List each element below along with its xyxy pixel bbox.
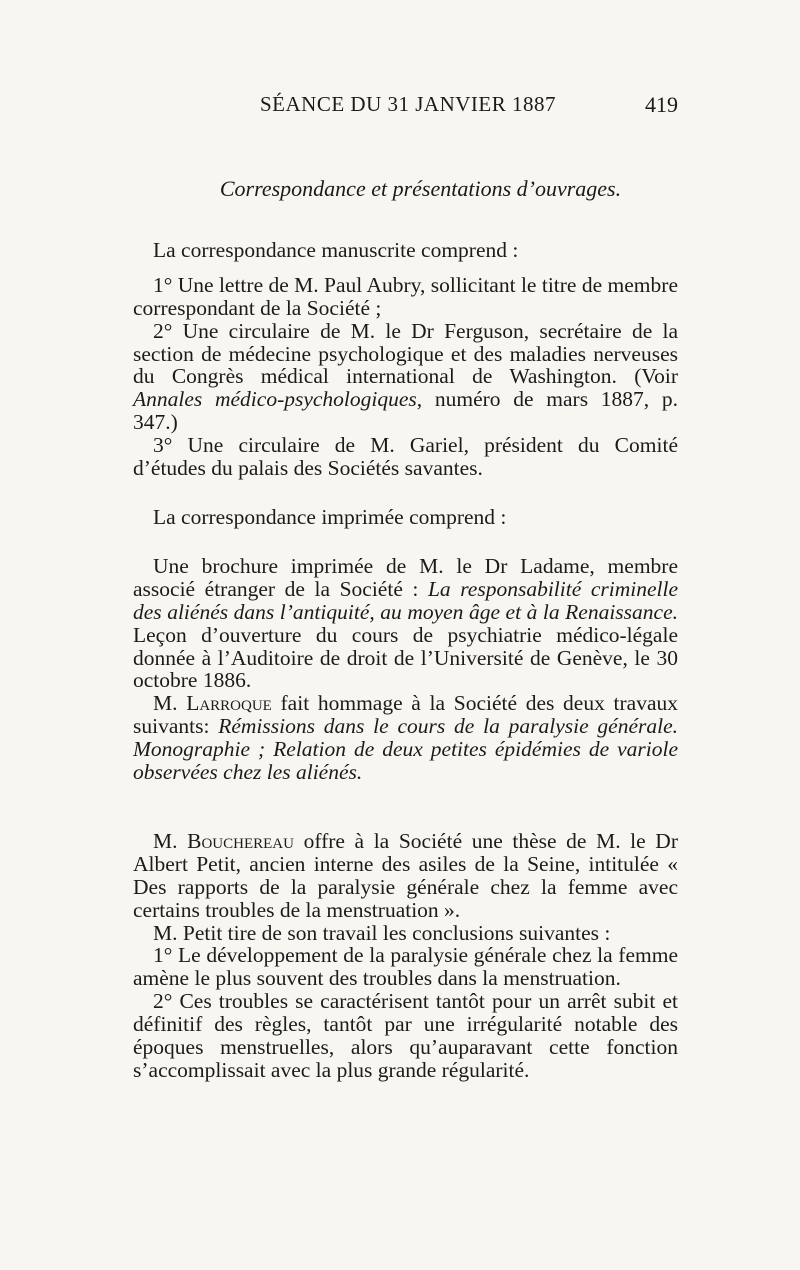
paragraph-conclusion-2: 2° Ces troubles se caractérisent tantôt pour un arrêt subit et définitif des règles, tantôt par une irrégularité notable des époques menstruelles, alors qu’auparavant cette fonction s’accomplissait avec la plus grande régularité. [133, 989, 678, 1082]
text-run: offre à la Société une thèse de M. le Dr Albert Petit, ancien interne des asiles de la Seine, intitulée « Des rapports de la paralysie générale chez la femme avec certains troubles de la menstruation ». [133, 828, 678, 922]
paragraph-conclusion-1: 1° Le développement de la paralysie générale chez la femme amène le plus souvent des troubles dans la menstruation. [133, 943, 678, 991]
paragraph-bouchereau [133, 830, 678, 922]
text-run: Une brochure imprimée de M. le Dr Ladame, membre associé étranger de la Société : [133, 553, 678, 601]
paragraph-item-1: 1° Une lettre de M. Paul Aubry, sollicitant le titre de membre correspondant de la Société ; [133, 272, 678, 320]
person-name: Larroque [186, 691, 272, 716]
work-title: La responsabilité criminelle des aliénés dans l’antiquité, au moyen âge et à la Renaissance. [133, 576, 679, 624]
paragraph-item-3: 3° Une circulaire de M. Gariel, président du Comité d’études du palais des Sociétés savantes. [133, 433, 678, 481]
page-header [134, 92, 678, 122]
text-run: M. [153, 828, 188, 853]
paragraph-conclusions-intro: M. Petit tire de son travail les conclusions suivantes : [153, 920, 611, 945]
paragraph-larroque [133, 692, 678, 784]
paragraph-item-2 [133, 320, 678, 435]
journal-title: Annales médico-psychologiques [133, 387, 417, 412]
work-title: Rémissions dans le cours de la paralysie générale. Monographie ; Relation de deux petites épidémies de variole observées chez les aliénés. [133, 714, 678, 785]
text-run: fait hommage à la Société des deux travaux suivants: [133, 691, 678, 739]
text-run: Leçon d’ouverture du cours de psychiatrie médico-légale donnée à l’Auditoire de droit de l’Université de Genève, le 30 octobre 1886. [133, 622, 678, 693]
text-run: M. [153, 691, 187, 716]
body-text [133, 178, 678, 1082]
paragraph-correspondence-manuscript: La correspondance manuscrite comprend : [153, 237, 519, 262]
page-number: 419 [645, 92, 678, 117]
paragraph-correspondence-printed: La correspondance imprimée comprend : [153, 504, 507, 529]
paragraph-brochure [133, 555, 678, 692]
text-run: 2° Une circulaire de M. le Dr Ferguson, secrétaire de la section de médecine psychologique et des maladies nerveuses du Congrès médical international de Washington. (Voir [133, 318, 678, 389]
running-title: SÉANCE DU 31 JANVIER 1887 [260, 92, 556, 116]
person-name: Bouchereau [187, 828, 294, 853]
section-title: Correspondance et présentations d’ouvrages. [219, 176, 622, 201]
text-run: , numéro de mars 1887, p. 347.) [133, 387, 679, 435]
